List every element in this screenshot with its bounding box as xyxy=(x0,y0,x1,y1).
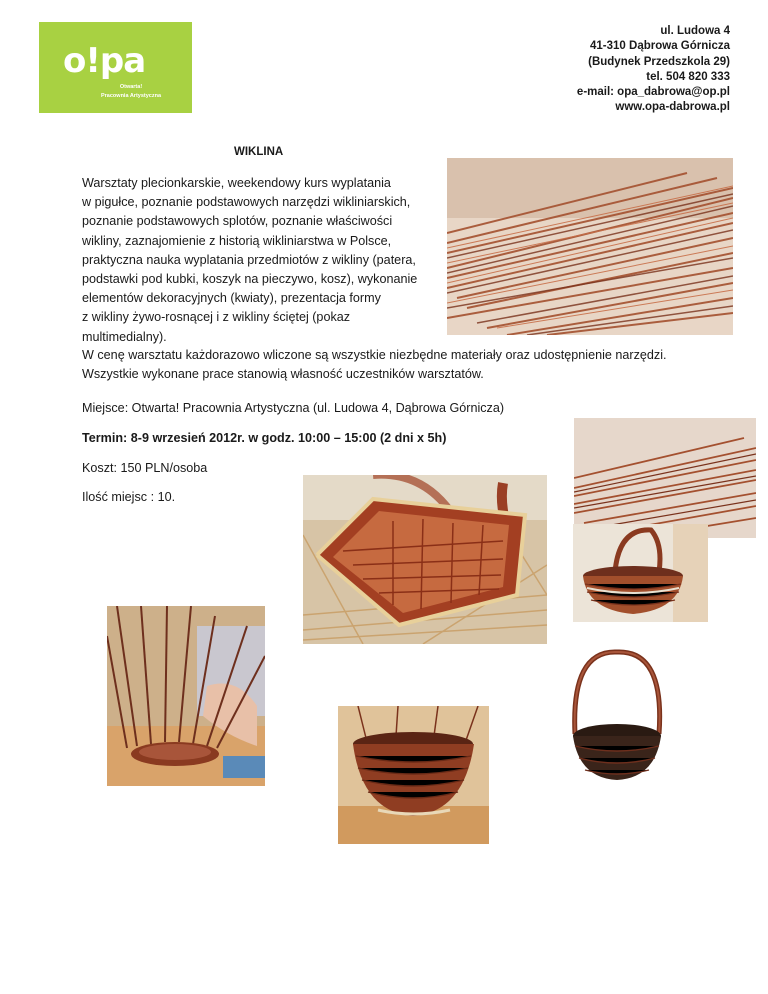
photo-rectangular-basket xyxy=(303,475,547,644)
logo-subtitle-line2: Pracownia Artystyczna xyxy=(101,92,162,99)
photo-round-basket xyxy=(338,706,489,844)
term-info: Termin: 8-9 wrzesień 2012r. w godz. 10:00 – 15:00 (2 dni x 5h) xyxy=(82,431,447,445)
photo-wicker-bundle-small xyxy=(574,418,756,538)
photo-wicker-bundle xyxy=(447,158,733,335)
price-note-line: W cenę warsztatu każdorazowo wliczone są wszystkie niezbędne materiały oraz udostępnienie narzędzi. xyxy=(82,348,667,362)
intro-line: elementów dekoracyjnych (kwiaty), prezentacja formy xyxy=(82,291,381,306)
logo-subtitle-line1: Otwarta! xyxy=(119,84,143,90)
contact-website[interactable]: www.opa-dabrowa.pl xyxy=(615,101,730,114)
contact-street: ul. Ludowa 4 xyxy=(660,25,730,37)
intro-line: podstawki pod kubki, koszyk na pieczywo, kosz), wykonanie xyxy=(82,272,418,287)
photo-oval-basket xyxy=(573,524,708,622)
page-title: WIKLINA xyxy=(234,146,284,158)
seats-info: Ilość miejsc : 10. xyxy=(82,490,176,504)
photo-weaving-in-progress xyxy=(107,606,265,786)
cost-info: Koszt: 150 PLN/osoba xyxy=(82,461,208,475)
contact-phone: tel. 504 820 333 xyxy=(646,70,730,83)
intro-line: w pigułce, poznanie podstawowych narzędzi wikliniarskich, xyxy=(82,195,411,210)
contact-block xyxy=(577,24,730,116)
photo-dark-basket-handle xyxy=(561,646,674,785)
intro-line: z wikliny żywo-rosnącej i z wikliny ściętej (pokaz xyxy=(82,310,351,325)
logo-mark: o!pa xyxy=(63,41,146,81)
intro-line: wikliny, zaznajomienie z historią wikliniarstwa w Polsce, xyxy=(82,233,392,248)
price-note-line: Wszystkie wykonane prace stanowią własność uczestników warsztatów. xyxy=(82,367,484,382)
intro-line: Warsztaty plecionkarskie, weekendowy kurs wyplatania xyxy=(82,176,391,190)
logo xyxy=(39,22,192,113)
logo-subtitle xyxy=(101,83,161,100)
price-note xyxy=(82,346,667,384)
intro-line: praktyczna nauka wyplatania przedmiotów z wikliny (patera, xyxy=(82,252,416,267)
contact-city: 41-310 Dąbrowa Górnicza xyxy=(590,40,730,53)
intro-line: poznanie podstawowych splotów, poznanie właściwości xyxy=(82,214,393,229)
intro-line: multimedialny). xyxy=(82,329,167,344)
contact-building: (Budynek Przedszkola 29) xyxy=(588,55,730,68)
intro-paragraph xyxy=(82,174,452,347)
contact-email[interactable]: e-mail: opa_dabrowa@op.pl xyxy=(576,86,730,99)
place-info: Miejsce: Otwarta! Pracownia Artystyczna (ul. Ludowa 4, Dąbrowa Górnicza) xyxy=(82,401,505,415)
